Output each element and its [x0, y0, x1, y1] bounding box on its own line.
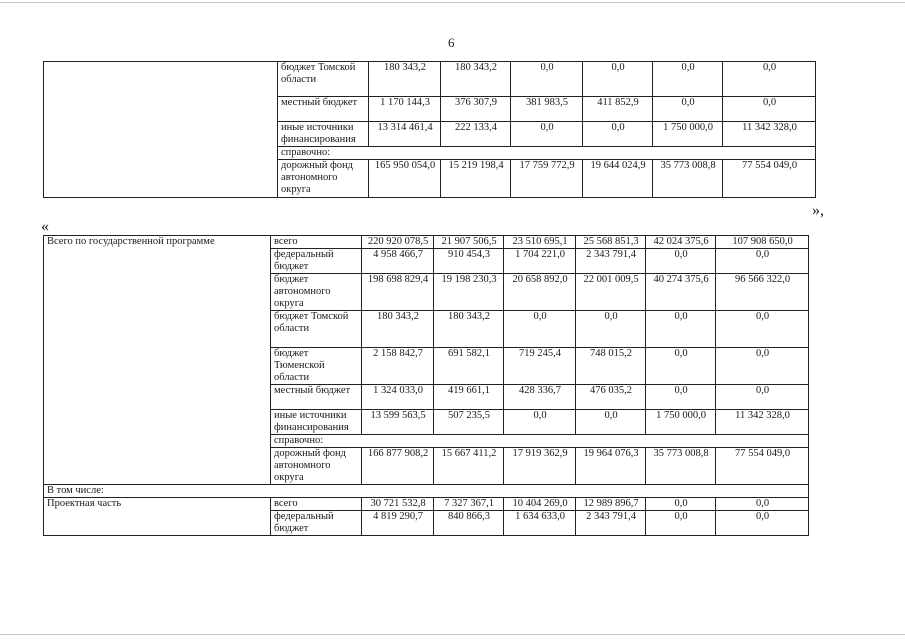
value-cell: 0,0: [716, 249, 809, 274]
value-cell: 180 343,2: [441, 62, 511, 97]
value-cell: 15 667 411,2: [434, 448, 504, 485]
value-cell: 1 750 000,0: [653, 122, 723, 147]
row-label: местный бюджет: [278, 97, 369, 122]
value-cell: 77 554 049,0: [716, 448, 809, 485]
value-cell: 12 989 896,7: [576, 498, 646, 511]
value-cell: 376 307,9: [441, 97, 511, 122]
row-label: бюджет Тюменской области: [271, 348, 362, 385]
value-cell: 748 015,2: [576, 348, 646, 385]
value-cell: 0,0: [716, 498, 809, 511]
reference-label: справочно:: [271, 435, 809, 448]
value-cell: 4 819 290,7: [362, 511, 434, 536]
value-cell: 719 245,4: [504, 348, 576, 385]
value-cell: 166 877 908,2: [362, 448, 434, 485]
value-cell: 0,0: [646, 348, 716, 385]
value-cell: 910 454,3: [434, 249, 504, 274]
value-cell: 77 554 049,0: [723, 160, 816, 198]
value-cell: 19 644 024,9: [583, 160, 653, 198]
value-cell: 0,0: [716, 311, 809, 348]
value-cell: 13 314 461,4: [369, 122, 441, 147]
value-cell: 1 634 633,0: [504, 511, 576, 536]
value-cell: 1 704 221,0: [504, 249, 576, 274]
value-cell: 419 661,1: [434, 385, 504, 410]
scan-edge-bottom: [0, 634, 905, 635]
row-label: федеральный бюджет: [271, 249, 362, 274]
value-cell: 35 773 008,8: [646, 448, 716, 485]
value-cell: 96 566 322,0: [716, 274, 809, 311]
row-label: дорожный фонд автономного округа: [271, 448, 362, 485]
page-number: 6: [448, 35, 455, 50]
value-cell: 0,0: [723, 97, 816, 122]
opening-quote: «: [41, 218, 49, 235]
value-cell: 0,0: [716, 348, 809, 385]
value-cell: 40 274 375,6: [646, 274, 716, 311]
value-cell: 381 983,5: [511, 97, 583, 122]
value-cell: 507 235,5: [434, 410, 504, 435]
value-cell: 17 919 362,9: [504, 448, 576, 485]
value-cell: 7 327 367,1: [434, 498, 504, 511]
value-cell: 19 198 230,3: [434, 274, 504, 311]
value-cell: 2 343 791,4: [576, 511, 646, 536]
value-cell: 0,0: [576, 311, 646, 348]
value-cell: 107 908 650,0: [716, 236, 809, 249]
row-label: местный бюджет: [271, 385, 362, 410]
scan-edge-top: [0, 2, 905, 3]
value-cell: 4 958 466,7: [362, 249, 434, 274]
value-cell: 13 599 563,5: [362, 410, 434, 435]
value-cell: 10 404 269,0: [504, 498, 576, 511]
value-cell: 11 342 328,0: [716, 410, 809, 435]
table-row: [44, 236, 809, 249]
value-cell: 0,0: [646, 249, 716, 274]
value-cell: 22 001 009,5: [576, 274, 646, 311]
row-label: иные источники финансирования: [278, 122, 369, 147]
value-cell: 30 721 532,8: [362, 498, 434, 511]
value-cell: 0,0: [504, 311, 576, 348]
value-cell: 19 964 076,3: [576, 448, 646, 485]
value-cell: 21 907 506,5: [434, 236, 504, 249]
project-part-title: Проектная часть: [44, 498, 271, 536]
row-label: бюджет Томской области: [271, 311, 362, 348]
value-cell: 0,0: [511, 122, 583, 147]
blank-cell: [44, 62, 278, 198]
value-cell: 0,0: [583, 122, 653, 147]
top-table: [43, 61, 816, 198]
value-cell: 1 750 000,0: [646, 410, 716, 435]
value-cell: 0,0: [716, 511, 809, 536]
value-cell: 1 170 144,3: [369, 97, 441, 122]
value-cell: 20 658 892,0: [504, 274, 576, 311]
value-cell: 476 035,2: [576, 385, 646, 410]
value-cell: 0,0: [646, 511, 716, 536]
row-label: всего: [271, 498, 362, 511]
value-cell: 11 342 328,0: [723, 122, 816, 147]
value-cell: 180 343,2: [369, 62, 441, 97]
value-cell: 411 852,9: [583, 97, 653, 122]
row-label: дорожный фонд автономного округа: [278, 160, 369, 198]
reference-label: справочно:: [278, 147, 816, 160]
row-label: всего: [271, 236, 362, 249]
program-table: [43, 235, 809, 536]
value-cell: 0,0: [653, 97, 723, 122]
value-cell: 2 158 842,7: [362, 348, 434, 385]
value-cell: 17 759 772,9: [511, 160, 583, 198]
row-label: бюджет автономного округа: [271, 274, 362, 311]
value-cell: 0,0: [576, 410, 646, 435]
closing-quote: »,: [812, 202, 824, 219]
value-cell: 0,0: [646, 311, 716, 348]
value-cell: 0,0: [583, 62, 653, 97]
table-row: [44, 485, 809, 498]
value-cell: 0,0: [646, 498, 716, 511]
value-cell: 691 582,1: [434, 348, 504, 385]
value-cell: 220 920 078,5: [362, 236, 434, 249]
value-cell: 15 219 198,4: [441, 160, 511, 198]
value-cell: 23 510 695,1: [504, 236, 576, 249]
table-row: [44, 498, 809, 511]
value-cell: 0,0: [653, 62, 723, 97]
program-title: Всего по государственной программе: [44, 236, 271, 485]
row-label: бюджет Томской области: [278, 62, 369, 97]
value-cell: 25 568 851,3: [576, 236, 646, 249]
value-cell: 0,0: [723, 62, 816, 97]
value-cell: 42 024 375,6: [646, 236, 716, 249]
value-cell: 35 773 008,8: [653, 160, 723, 198]
row-label: иные источники финансирования: [271, 410, 362, 435]
value-cell: 428 336,7: [504, 385, 576, 410]
row-label: федеральный бюджет: [271, 511, 362, 536]
value-cell: 1 324 033,0: [362, 385, 434, 410]
value-cell: 198 698 829,4: [362, 274, 434, 311]
value-cell: 840 866,3: [434, 511, 504, 536]
value-cell: 180 343,2: [362, 311, 434, 348]
value-cell: 180 343,2: [434, 311, 504, 348]
value-cell: 0,0: [716, 385, 809, 410]
value-cell: 165 950 054,0: [369, 160, 441, 198]
including-label: В том числе:: [44, 485, 809, 498]
value-cell: 222 133,4: [441, 122, 511, 147]
value-cell: 2 343 791,4: [576, 249, 646, 274]
value-cell: 0,0: [646, 385, 716, 410]
value-cell: 0,0: [504, 410, 576, 435]
value-cell: 0,0: [511, 62, 583, 97]
table-row: [44, 62, 816, 97]
